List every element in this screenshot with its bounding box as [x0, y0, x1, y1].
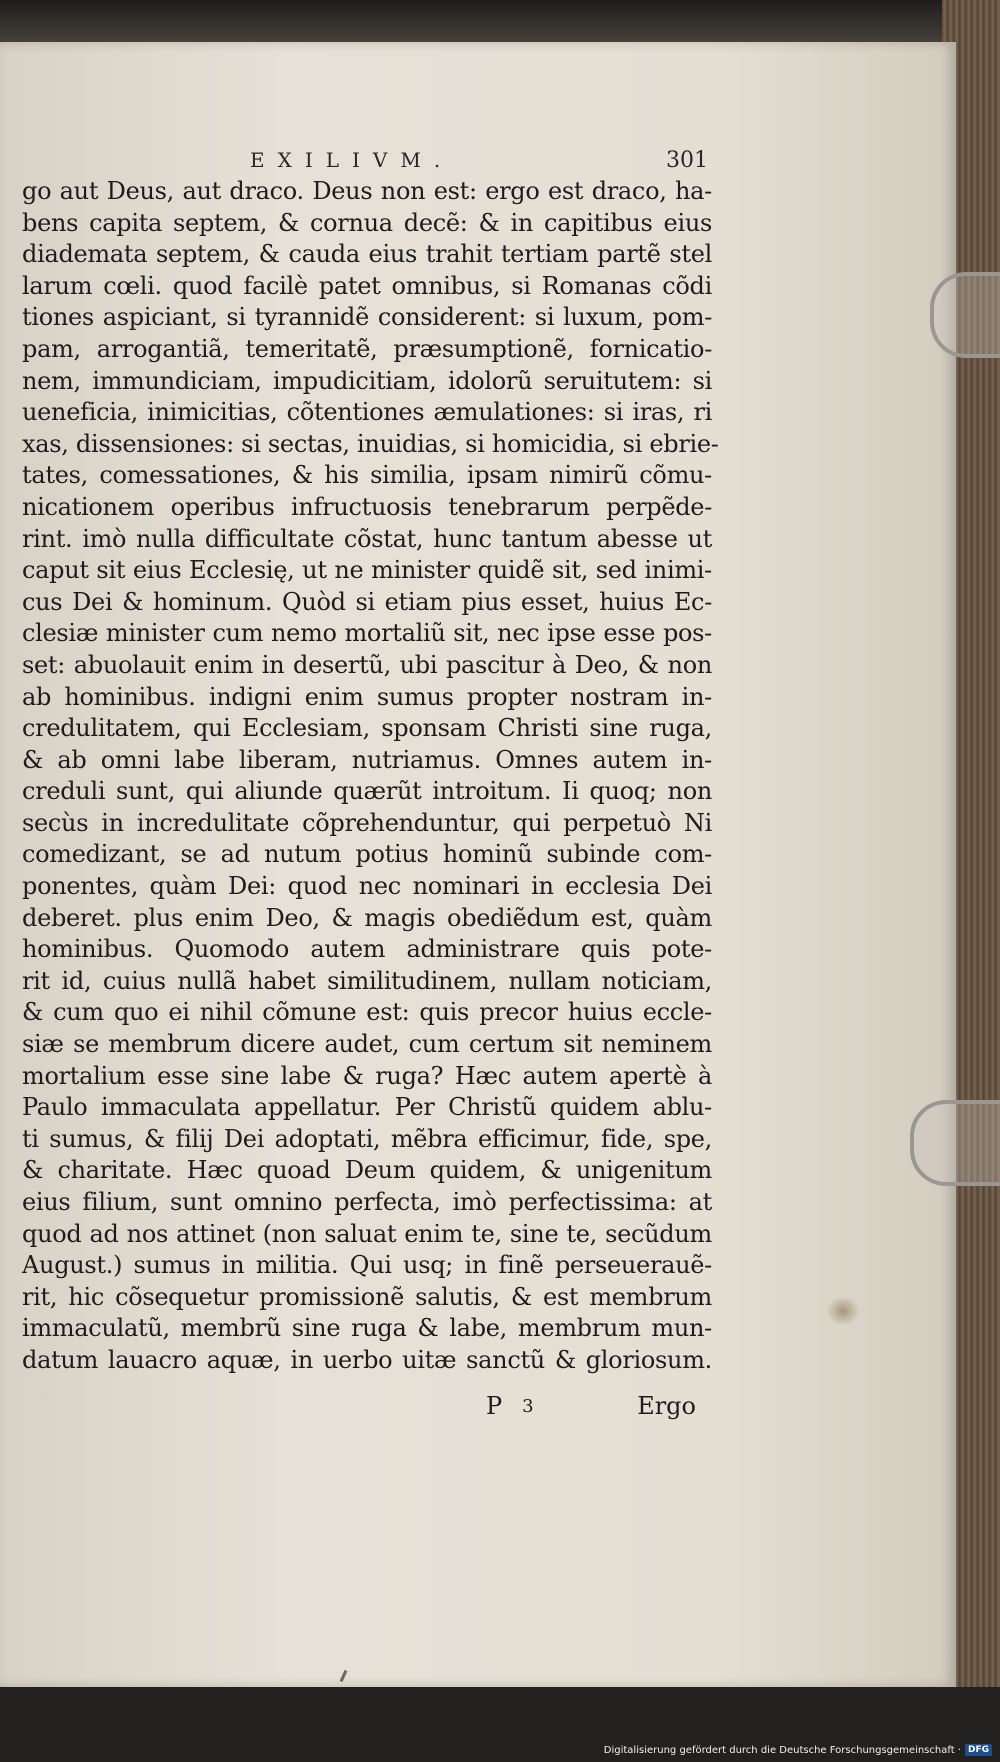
- text-line: datum lauacro aquæ, in uerbo uitæ sanctũ & gloriosum.: [22, 1345, 712, 1374]
- text-line: & cum quo ei nihil cõmune est: quis precor huius eccle-: [22, 998, 712, 1027]
- text-line: immaculatũ, membrũ sine ruga & labe, membrum mun-: [22, 1314, 712, 1343]
- catchword: Ergo: [637, 1392, 696, 1420]
- text-line: tiones aspiciant, si tyrannidẽ considerent: si luxum, pom-: [22, 303, 712, 332]
- text-line: set: abuolauit enim in desertũ, ubi pascitur à Deo, & non: [22, 650, 712, 679]
- running-title: EXILIVM.: [250, 148, 454, 172]
- text-line: ti sumus, & filij Dei adoptati, mẽbra efficimur, fide, spe,: [22, 1124, 712, 1153]
- page-footer: [486, 1392, 696, 1426]
- text-line: ueneficia, inimicitias, cõtentiones æmulationes: si iras, ri: [22, 398, 712, 427]
- text-line: rint. imò nulla difficultate cõstat, hunc tantum abesse ut: [22, 524, 712, 553]
- text-line: quod ad nos attinet (non saluat enim te, sine te, secũdum: [22, 1219, 712, 1248]
- text-line: eius filium, sunt omnino perfecta, imò perfectissima: at: [22, 1188, 712, 1216]
- text-line: rit, hic cõsequetur promissionẽ salutis, & est membrum: [22, 1282, 712, 1311]
- text-line: rit id, cuius nullã habet similitudinem, nullam noticiam,: [22, 966, 712, 995]
- page-number: 301: [666, 148, 708, 173]
- signature-mark: P: [486, 1392, 503, 1420]
- signature-number: 3: [522, 1396, 534, 1417]
- text-line: xas, dissensiones: si sectas, inuidias, si homicidia, si ebrie-: [22, 429, 719, 458]
- text-line: mortalium esse sine labe & ruga? Hæc autem apertè à: [22, 1061, 712, 1090]
- text-line: larum cœli. quod facilè patet omnibus, si Romanas cõdi: [22, 271, 712, 300]
- text-line: comedizant, se ad nutum potius hominũ subinde com-: [22, 840, 712, 869]
- text-line: caput sit eius Ecclesię, ut ne minister quidẽ sit, sed inimi-: [22, 556, 712, 585]
- paper-stain: [826, 1296, 860, 1326]
- text-line: pam, arrogantiã, temeritatẽ, præsumptionẽ, fornicatio-: [22, 334, 712, 363]
- text-line: & ab omni labe liberam, nutriamus. Omnes autem in-: [22, 745, 712, 774]
- text-line: creduli sunt, qui aliunde quærũt introitum. Ii quoq; non: [22, 777, 712, 806]
- credit-text: Digitalisierung gefördert durch die Deutsche Forschungsgemeinschaft ·: [603, 1744, 961, 1756]
- text-line: cus Dei & hominum. Quòd si etiam pius esset, huius Ec-: [22, 587, 712, 616]
- text-line: deberet. plus enim Deo, & magis obediẽdum est, quàm: [22, 903, 712, 932]
- text-line: credulitatem, qui Ecclesiam, sponsam Christi sine ruga,: [22, 714, 712, 743]
- text-line: ponentes, quàm Dei: quod nec nominari in ecclesia Dei: [22, 872, 712, 901]
- text-line: August.) sumus in militia. Qui usq; in finẽ perseuerauẽ-: [22, 1251, 712, 1280]
- page-clip-lower: [910, 1100, 1000, 1186]
- body-text: [22, 176, 719, 1377]
- digitization-credit: [604, 1742, 992, 1758]
- text-line: tates, comessationes, & his similia, ipsam nimirũ cõmu-: [22, 461, 712, 490]
- text-line: clesiæ minister cum nemo mortaliũ sit, nec ipse esse pos-: [22, 619, 712, 648]
- text-line: ab hominibus. indigni enim sumus propter nostram in-: [22, 682, 712, 711]
- text-line: Paulo immaculata appellatur. Per Christũ quidem ablu-: [22, 1093, 712, 1122]
- text-line: diademata septem, & cauda eius trahit tertiam partẽ stel: [22, 240, 712, 269]
- text-line: hominibus. Quomodo autem administrare quis pote-: [22, 935, 712, 964]
- page-clip-upper: [930, 272, 1000, 358]
- text-line: nem, immundiciam, impudicitiam, idolorũ seruitutem: si: [22, 366, 712, 395]
- scanner-top-edge: [0, 0, 1000, 46]
- text-line: bens capita septem, & cornua decẽ: & in capitibus eius: [22, 208, 712, 237]
- text-line: secùs in incredulitate cõprehenduntur, qui perpetuò Ni: [22, 808, 712, 837]
- dfg-logo: DFG: [965, 1744, 992, 1756]
- text-line: nicationem operibus infructuosis tenebrarum perpẽde-: [22, 492, 712, 521]
- text-line: go aut Deus, aut draco. Deus non est: ergo est draco, ha-: [22, 177, 712, 205]
- text-line: & charitate. Hæc quoad Deum quidem, & unigenitum: [22, 1156, 712, 1185]
- text-line: siæ se membrum dicere audet, cum certum sit neminem: [22, 1030, 712, 1059]
